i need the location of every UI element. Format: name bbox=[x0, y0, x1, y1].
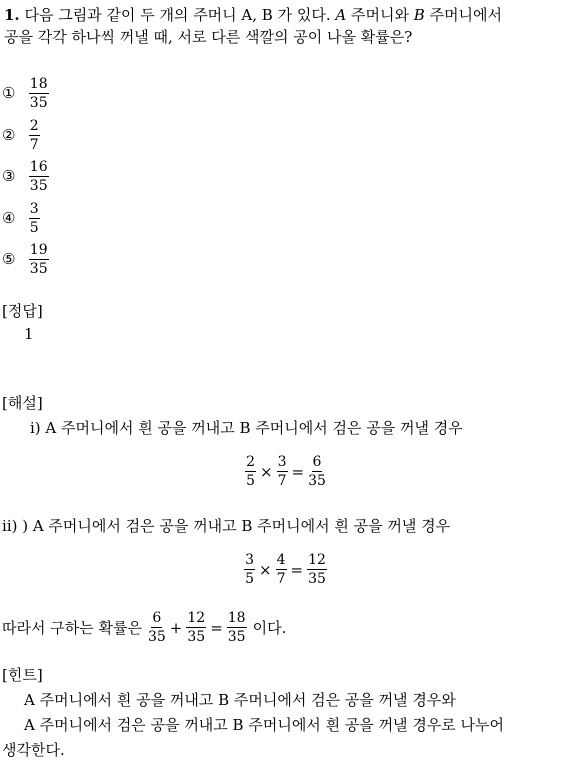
option-marker: ① bbox=[2, 83, 16, 102]
denominator: 5 bbox=[245, 571, 254, 587]
denominator: 7 bbox=[276, 571, 286, 587]
equals-sign: = bbox=[291, 462, 305, 481]
option-2[interactable] bbox=[2, 118, 40, 153]
question-text-e: 주머니에서 bbox=[429, 6, 503, 24]
denominator: 35 bbox=[308, 473, 326, 489]
explanation-case-2: ⅱ) ) A 주머니에서 검은 공을 꺼내고 B 주머니에서 흰 공을 꺼낼 경우 bbox=[2, 517, 451, 535]
numerator: 3 bbox=[277, 454, 287, 470]
hint-line-2: A 주머니에서 검은 공을 꺼내고 B 주머니에서 흰 공을 꺼낼 경우로 나누어 bbox=[24, 716, 505, 734]
fraction bbox=[186, 610, 206, 645]
option-fraction bbox=[29, 159, 49, 194]
conclusion-prefix: 따라서 구하는 확률은 bbox=[2, 619, 142, 637]
numerator: 2 bbox=[246, 454, 255, 470]
fraction bbox=[307, 552, 327, 587]
fraction bbox=[308, 454, 326, 489]
numerator: 6 bbox=[312, 454, 322, 470]
conclusion bbox=[2, 610, 286, 645]
fraction bbox=[244, 552, 255, 587]
numerator: 18 bbox=[29, 76, 48, 92]
equals-sign: = bbox=[210, 618, 223, 637]
explanation-label: [해설] bbox=[2, 394, 43, 412]
question-var-a: A bbox=[335, 6, 347, 24]
answer-value: 1 bbox=[24, 325, 34, 343]
hint-line-1: A 주머니에서 흰 공을 꺼내고 B 주머니에서 검은 공을 꺼낼 경우와 bbox=[24, 691, 456, 709]
numerator: 12 bbox=[308, 552, 326, 568]
option-1[interactable] bbox=[2, 76, 49, 111]
equation-1 bbox=[0, 454, 571, 489]
equation-2 bbox=[0, 552, 571, 587]
option-fraction bbox=[29, 242, 49, 277]
numerator: 12 bbox=[187, 610, 206, 626]
numerator: 3 bbox=[29, 201, 39, 217]
question-text-a: 다음 그림과 같이 두 개의 주머니 A, B 가 있다. bbox=[24, 6, 331, 24]
option-fraction bbox=[29, 118, 40, 153]
fraction bbox=[245, 454, 256, 489]
question-line-1 bbox=[4, 4, 502, 25]
question-number: 1. bbox=[4, 6, 20, 24]
times-sign: × bbox=[259, 560, 272, 579]
hint-label: [힌트] bbox=[2, 666, 43, 684]
denominator: 7 bbox=[29, 137, 39, 153]
times-sign: × bbox=[260, 462, 273, 481]
denominator: 35 bbox=[187, 629, 206, 645]
answer-label: [정답] bbox=[2, 302, 43, 320]
fraction bbox=[276, 552, 287, 587]
numerator: 3 bbox=[245, 552, 254, 568]
option-marker: ④ bbox=[2, 208, 16, 227]
question-line-2: 공을 각각 하나씩 꺼낼 때, 서로 다른 색깔의 공이 나올 확률은? bbox=[4, 28, 413, 46]
denominator: 7 bbox=[277, 473, 287, 489]
option-marker: ⑤ bbox=[2, 249, 16, 268]
denominator: 35 bbox=[29, 178, 48, 194]
option-marker: ② bbox=[2, 125, 16, 144]
explanation-case-1: ⅰ) A 주머니에서 흰 공을 꺼내고 B 주머니에서 검은 공을 꺼낼 경우 bbox=[30, 419, 463, 437]
numerator: 18 bbox=[227, 610, 246, 626]
fraction bbox=[277, 454, 288, 489]
denominator: 5 bbox=[246, 473, 255, 489]
denominator: 35 bbox=[147, 629, 166, 645]
conclusion-suffix: 이다. bbox=[252, 619, 287, 637]
denominator: 35 bbox=[227, 629, 246, 645]
plus-sign: + bbox=[169, 618, 183, 637]
question-text-c: 주머니와 bbox=[351, 6, 409, 24]
hint-line-3: 생각한다. bbox=[2, 741, 65, 759]
numerator: 2 bbox=[29, 118, 39, 134]
numerator: 6 bbox=[152, 610, 162, 626]
option-4[interactable] bbox=[2, 201, 40, 236]
denominator: 35 bbox=[29, 95, 48, 111]
denominator: 35 bbox=[308, 571, 326, 587]
option-3[interactable] bbox=[2, 159, 49, 194]
numerator: 16 bbox=[29, 159, 48, 175]
option-fraction bbox=[29, 76, 49, 111]
option-5[interactable] bbox=[2, 242, 49, 277]
denominator: 5 bbox=[29, 220, 39, 236]
fraction bbox=[227, 610, 247, 645]
option-fraction bbox=[29, 201, 40, 236]
numerator: 19 bbox=[29, 242, 48, 258]
option-marker: ③ bbox=[2, 166, 16, 185]
denominator: 35 bbox=[29, 261, 48, 277]
fraction bbox=[148, 610, 166, 645]
question-var-b: B bbox=[413, 6, 425, 24]
numerator: 4 bbox=[276, 552, 286, 568]
equals-sign: = bbox=[290, 560, 304, 579]
